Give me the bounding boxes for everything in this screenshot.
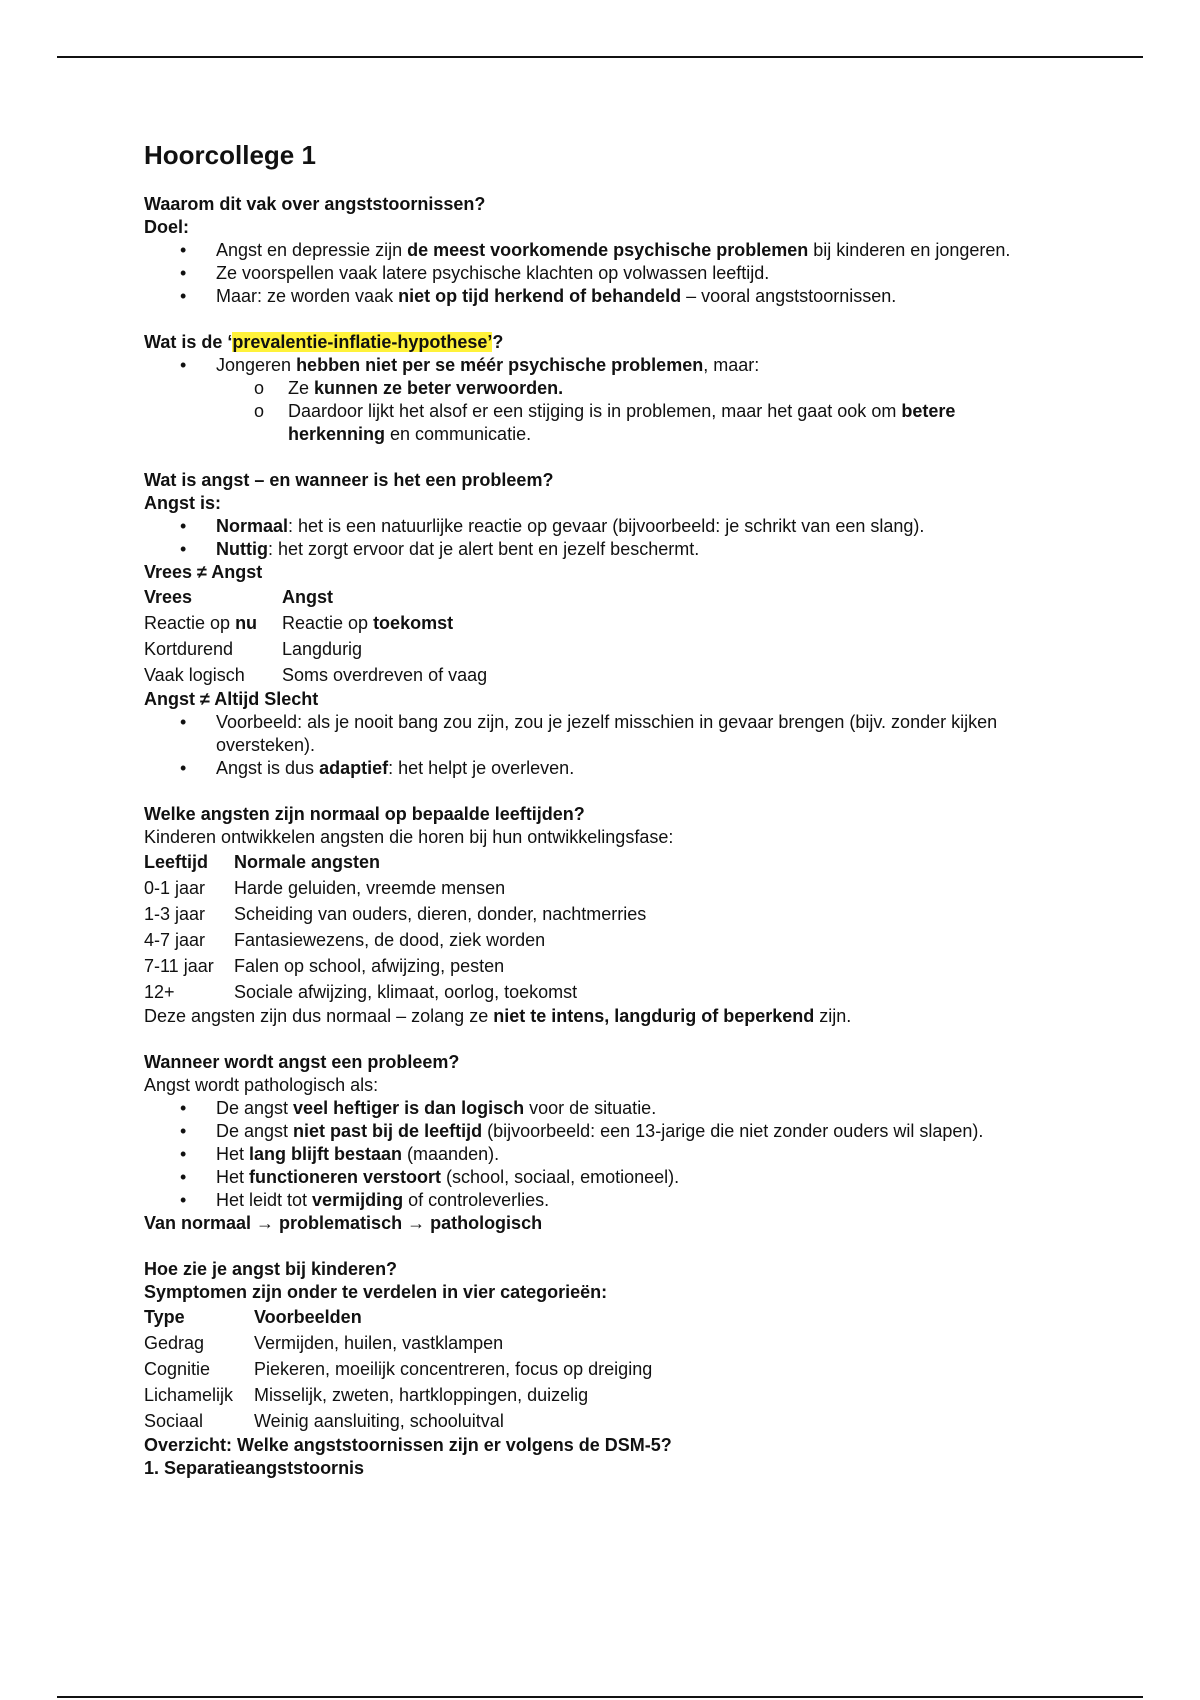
subheading-vrees-angst: Vrees ≠ Angst: [144, 562, 263, 582]
list-item: • Angst en depressie zijn de meest voorkomende psychische problemen bij kinderen en jongeren.: [144, 239, 1044, 262]
subheading-altijd-slecht: Angst ≠ Altijd Slecht: [144, 689, 319, 709]
table-header-row: Type Voorbeelden: [144, 1307, 362, 1327]
subheading-doel: Doel:: [144, 217, 189, 237]
paragraph-intro-pathologisch: Angst wordt pathologisch als:: [144, 1075, 379, 1095]
list-item: o Daardoor lijkt het alsof er een stijging is in problemen, maar het gaat ook om betere herkenning en communicatie.: [144, 400, 1044, 446]
footer-rule: [57, 1696, 1143, 1698]
table-row: 7-11 jaar Falen op school, afwijzing, pesten: [144, 956, 505, 976]
table-row: Reactie op nu Reactie op toekomst: [144, 613, 454, 633]
bullet-list-angst-is: [144, 515, 1044, 561]
bullet-list-altijd-slecht: [144, 711, 1044, 780]
list-item: • Normaal: het is een natuurlijke reactie op gevaar (bijvoorbeeld: je schrikt van een slang).: [144, 515, 1044, 538]
bullet-list-pathologisch: [144, 1097, 1044, 1212]
table-row: Sociaal Weinig aansluiting, schooluitval: [144, 1411, 504, 1431]
flow-statement: Van normaal → problematisch → pathologisch: [144, 1213, 543, 1233]
table-row: Gedrag Vermijden, huilen, vastklampen: [144, 1333, 504, 1353]
table-row: 0-1 jaar Harde geluiden, vreemde mensen: [144, 878, 506, 898]
section-heading-leeftijden: Welke angsten zijn normaal op bepaalde leeftijden?: [144, 804, 585, 824]
table-row: 12+ Sociale afwijzing, klimaat, oorlog, toekomst: [144, 982, 578, 1002]
paragraph-outro-leeftijden: Deze angsten zijn dus normaal – zolang ze niet te intens, langdurig of beperkend zijn.: [144, 1006, 852, 1026]
section-heading-waarom: Waarom dit vak over angststoornissen?: [144, 194, 486, 214]
list-item: • Voorbeeld: als je nooit bang zou zijn, zou je jezelf misschien in gevaar brengen (bijv. zonder kijken oversteken).: [144, 711, 1044, 757]
table-header-row: Vrees Angst: [144, 587, 333, 607]
table-row: 1-3 jaar Scheiding van ouders, dieren, donder, nachtmerries: [144, 904, 647, 924]
list-item: • De angst veel heftiger is dan logisch voor de situatie.: [144, 1097, 1044, 1120]
list-item: • Maar: ze worden vaak niet op tijd herkend of behandeld – vooral angststoornissen.: [144, 285, 1044, 308]
subheading-categorieen: Symptomen zijn onder te verdelen in vier categorieën:: [144, 1282, 608, 1302]
section-heading-prevalentie: Wat is de ‘prevalentie-inflatie-hypothese’?: [144, 332, 504, 352]
section-heading-wat-is-angst: Wat is angst – en wanneer is het een probleem?: [144, 470, 554, 490]
list-item: • Het leidt tot vermijding of controleverlies.: [144, 1189, 1044, 1212]
page-title: Hoorcollege 1: [144, 140, 316, 170]
symptomen-table: [144, 1304, 654, 1434]
list-item: • Het lang blijft bestaan (maanden).: [144, 1143, 1044, 1166]
table-row: Vaak logisch Soms overdreven of vaag: [144, 665, 488, 685]
list-item: • De angst niet past bij de leeftijd (bijvoorbeeld: een 13-jarige die niet zonder ouders wil slapen).: [144, 1120, 1044, 1143]
highlighted-term: prevalentie-inflatie-hypothese’: [232, 332, 493, 352]
overview-heading: Overzicht: Welke angststoornissen zijn er volgens de DSM-5?: [144, 1435, 672, 1455]
bullet-list-doel: [144, 239, 1044, 308]
table-row: Lichamelijk Misselijk, zweten, hartkloppingen, duizelig: [144, 1385, 589, 1405]
table-row: Cognitie Piekeren, moeilijk concentreren, focus op dreiging: [144, 1359, 653, 1379]
bullet-list-prevalentie: [144, 354, 1044, 377]
section-heading-probleem: Wanneer wordt angst een probleem?: [144, 1052, 460, 1072]
sub-list-prevalentie: [144, 377, 1044, 446]
numbered-item-1: 1. Separatieangststoornis: [144, 1458, 365, 1478]
header-rule: [57, 56, 1143, 58]
list-item: o Ze kunnen ze beter verwoorden.: [144, 377, 1044, 400]
vrees-angst-table: [144, 584, 489, 688]
table-row: 4-7 jaar Fantasiewezens, de dood, ziek worden: [144, 930, 546, 950]
list-item: • Angst is dus adaptief: het helpt je overleven.: [144, 757, 1044, 780]
table-row: Kortdurend Langdurig: [144, 639, 363, 659]
list-item: • Jongeren hebben niet per se méér psychische problemen, maar:: [144, 354, 1044, 377]
list-item: • Het functioneren verstoort (school, sociaal, emotioneel).: [144, 1166, 1044, 1189]
table-header-row: Leeftijd Normale angsten: [144, 852, 381, 872]
section-heading-kinderen: Hoe zie je angst bij kinderen?: [144, 1259, 398, 1279]
list-item: • Nuttig: het zorgt ervoor dat je alert bent en jezelf beschermt.: [144, 538, 1044, 561]
document-body: [144, 140, 1044, 1480]
list-item: • Ze voorspellen vaak latere psychische klachten op volwassen leeftijd.: [144, 262, 1044, 285]
paragraph-intro-leeftijden: Kinderen ontwikkelen angsten die horen bij hun ontwikkelingsfase:: [144, 827, 674, 847]
leeftijd-table: [144, 849, 648, 1005]
subheading-angst-is: Angst is:: [144, 493, 222, 513]
